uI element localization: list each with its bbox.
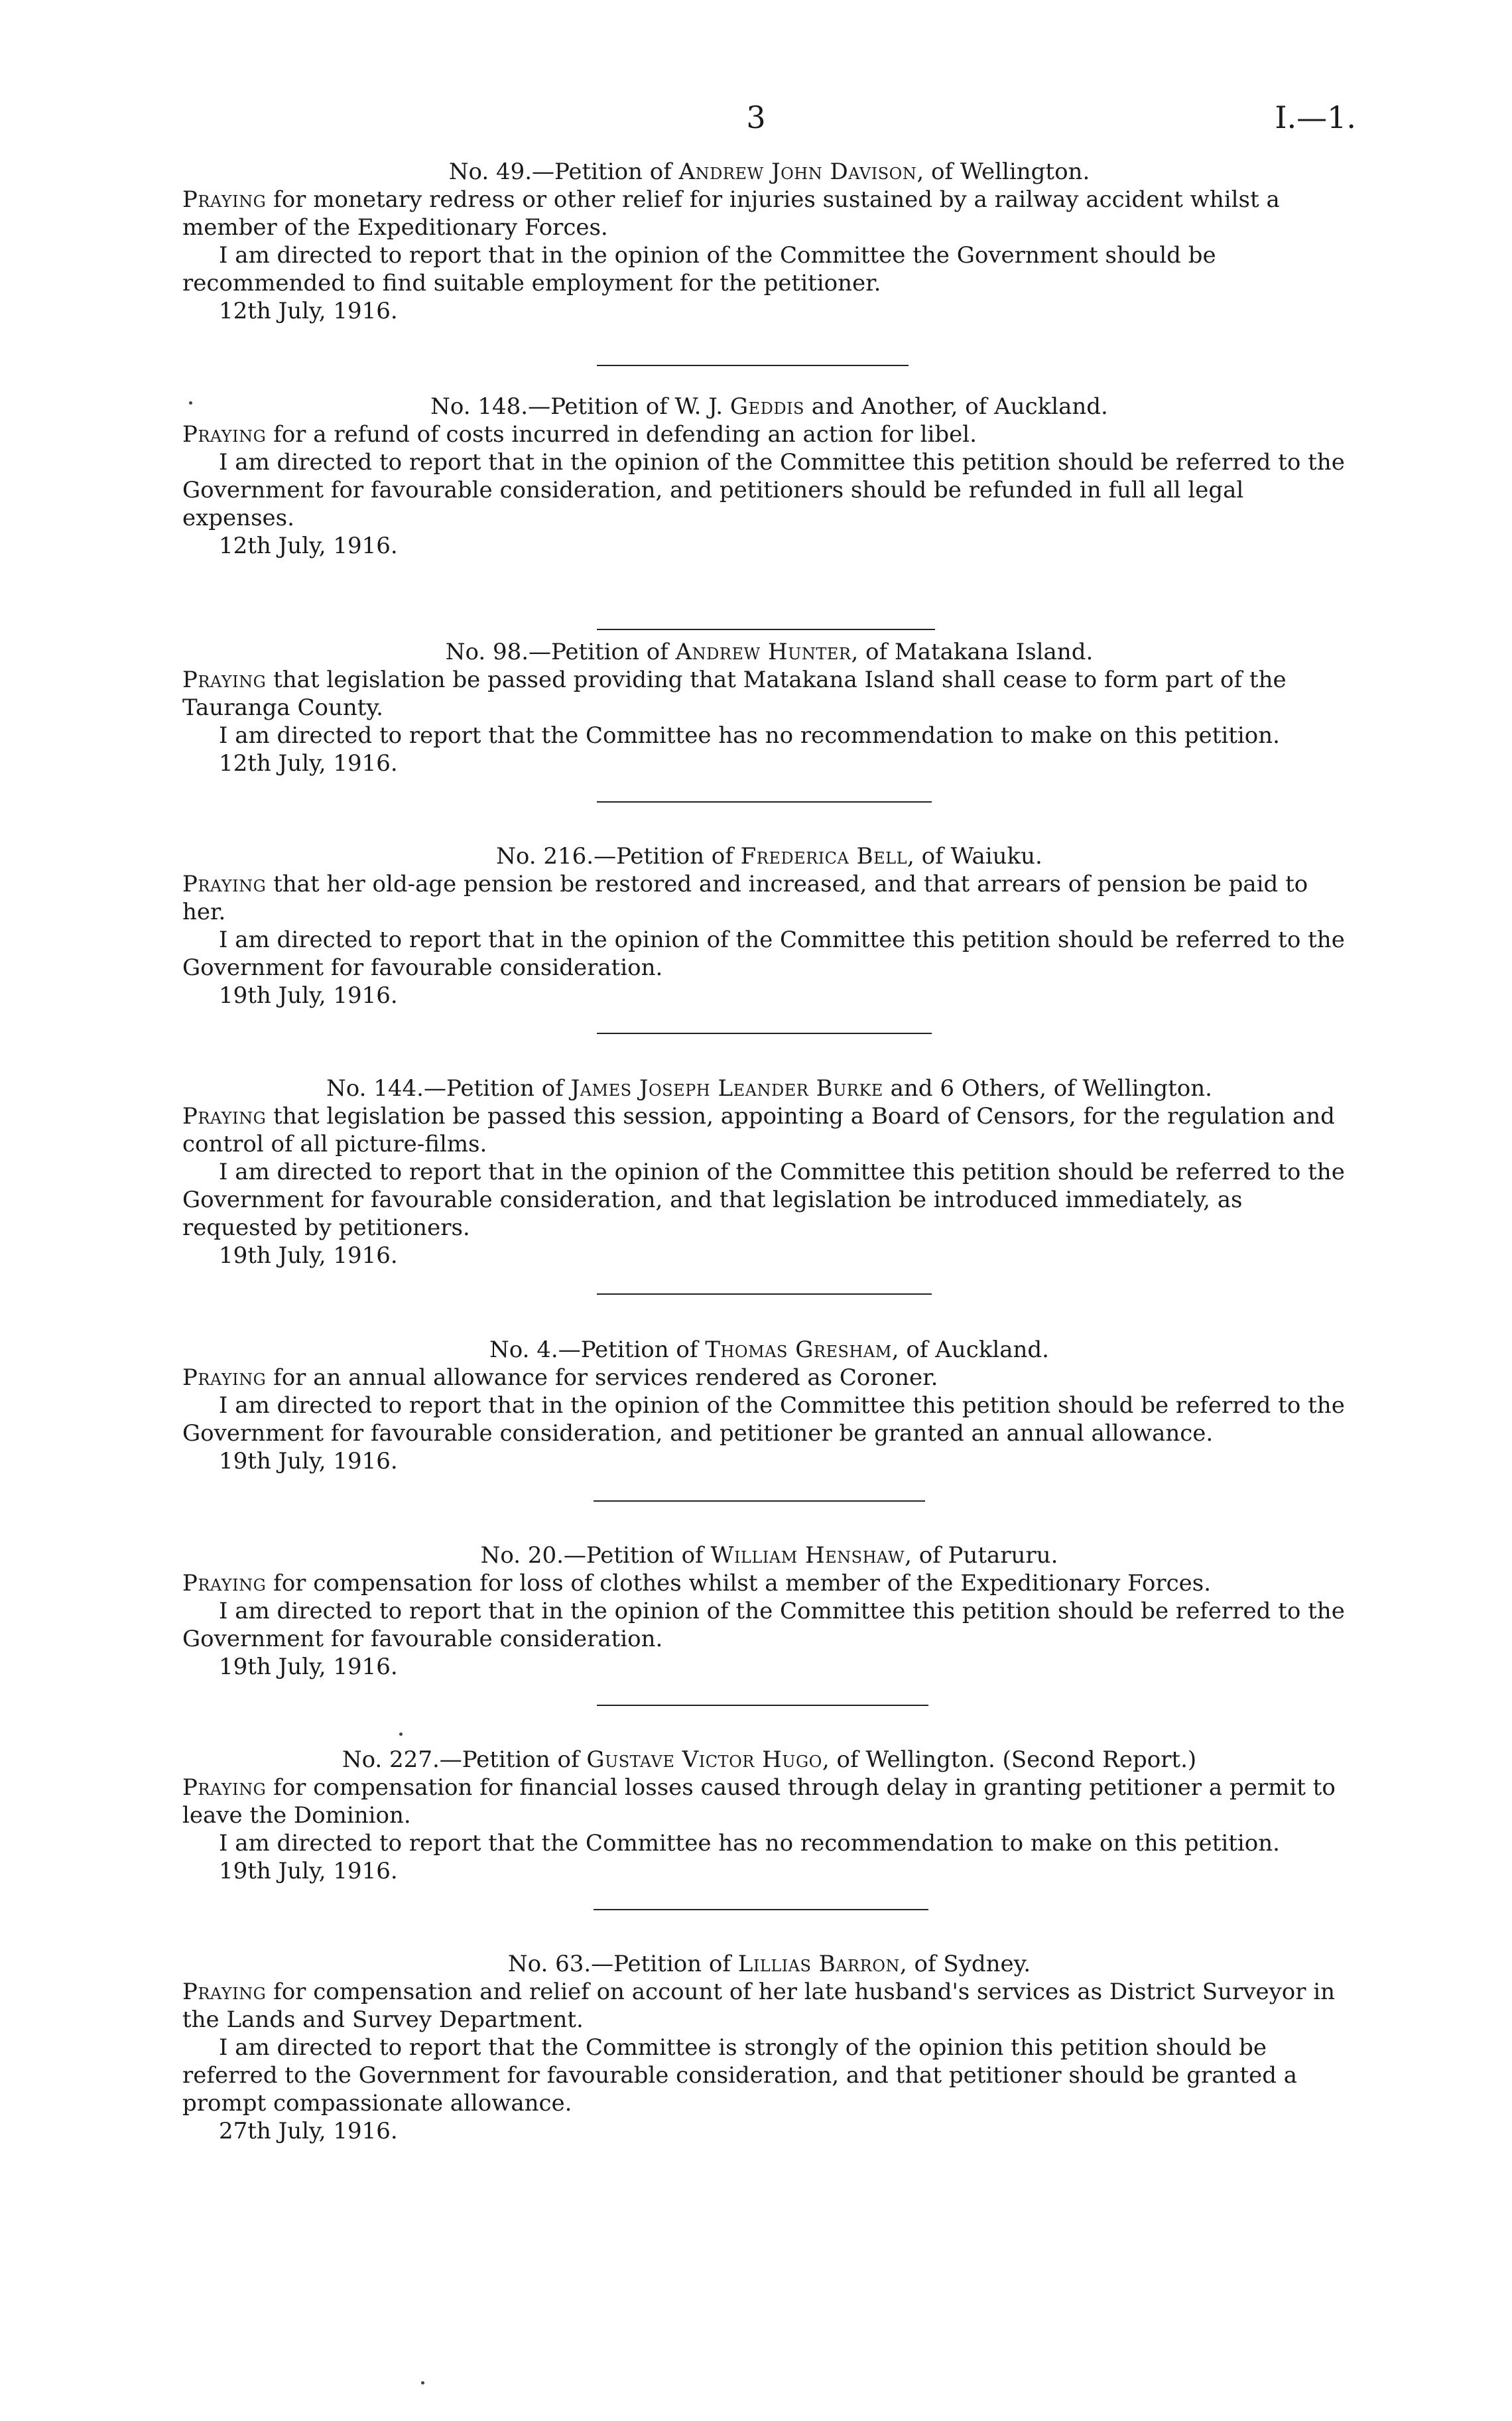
report-date: 19th July, 1916.: [219, 1654, 398, 1680]
petition-entry-20: [182, 1541, 1356, 1681]
petitioner-name: Thomas Gresham: [705, 1337, 892, 1363]
section-divider: [597, 1705, 928, 1706]
petition-entry-63: [182, 1950, 1356, 2145]
petition-prayer: Praying for compensation for financial losses caused through delay in granting petitioner a permit to leave the Dominion.: [182, 1774, 1336, 1829]
committee-report: I am directed to report that in the opinion of the Committee this petition should be referred to the Government for favourable consideration, and that legislation be introduced immediately, as requested by petitioners.: [182, 1159, 1345, 1241]
section-divider: [594, 1909, 928, 1910]
petition-entry-49: [182, 158, 1356, 325]
petition-title: No. 49.—Petition of Andrew John Davison, of Wellington.: [448, 159, 1090, 185]
print-speck: [421, 2381, 424, 2385]
petition-title: No. 148.—Petition of W. J. Geddis and Another, of Auckland.: [430, 393, 1108, 420]
petition-entry-4: [182, 1336, 1356, 1475]
petitioner-name: Andrew John Davison: [678, 159, 917, 185]
section-divider: [597, 629, 935, 630]
section-divider: [597, 801, 932, 803]
report-date: 19th July, 1916.: [219, 982, 398, 1009]
document-reference: I.—1.: [1275, 99, 1356, 135]
petition-title: No. 20.—Petition of William Henshaw, of Putaruru.: [480, 1542, 1058, 1569]
report-date: 19th July, 1916.: [219, 1242, 398, 1269]
committee-report: I am directed to report that in the opinion of the Committee this petition should be referred to the Government for favourable consideration.: [182, 1598, 1345, 1652]
petitioner-name: William Henshaw: [710, 1542, 905, 1569]
print-speck: [189, 401, 192, 405]
report-date: 19th July, 1916.: [219, 1858, 398, 1884]
petition-title: No. 227.—Petition of Gustave Victor Hugo, of Wellington. (Second Report.): [342, 1746, 1197, 1773]
section-divider: [597, 1033, 932, 1034]
petition-entry-144: [182, 1075, 1356, 1270]
petition-prayer: Praying that legislation be passed this session, appointing a Board of Censors, for the regulation and control of all picture-films.: [182, 1103, 1335, 1157]
petition-prayer: Praying for monetary redress or other relief for injuries sustained by a railway accident whilst a member of the Expeditionary Forces.: [182, 186, 1280, 241]
committee-report: I am directed to report that the Committee is strongly of the opinion this petition should be referred to the Government for favourable consideration, and that petitioner should be granted a prompt compassionate allowance.: [182, 2034, 1298, 2117]
report-date: 12th July, 1916.: [219, 533, 398, 559]
report-date: 12th July, 1916.: [219, 750, 398, 777]
print-speck: [399, 1733, 403, 1736]
committee-report: I am directed to report that in the opinion of the Committee this petition should be referred to the Government for favourable consideration, and petitioner be granted an annual allowance.: [182, 1392, 1345, 1447]
petition-entry-98: [182, 638, 1356, 777]
committee-report: I am directed to report that the Committee has no recommendation to make on this petition.: [219, 722, 1280, 749]
page-number: 3: [746, 99, 766, 135]
petitioner-name: Frederica Bell: [740, 843, 908, 870]
petitioner-name: James Joseph Leander Burke: [570, 1075, 883, 1102]
petitioner-name: Lillias Barron: [737, 1951, 900, 1977]
committee-report: I am directed to report that in the opinion of the Committee this petition should be referred to the Government for favourable consideration.: [182, 927, 1345, 981]
report-date: 12th July, 1916.: [219, 298, 398, 324]
petition-title: No. 4.—Petition of Thomas Gresham, of Auckland.: [489, 1337, 1049, 1363]
committee-report: I am directed to report that in the opinion of the Committee this petition should be referred to the Government for favourable consideration, and petitioners should be refunded in full all legal expenses.: [182, 449, 1345, 531]
petition-title: No. 144.—Petition of James Joseph Leander Burke and 6 Others, of Wellington.: [326, 1075, 1212, 1102]
section-divider: [597, 1293, 932, 1295]
petition-prayer: Praying that legislation be passed providing that Matakana Island shall cease to form part of the Tauranga County.: [182, 667, 1287, 721]
petition-prayer: Praying for compensation for loss of clothes whilst a member of the Expeditionary Forces.: [182, 1570, 1212, 1597]
petition-prayer: Praying for an annual allowance for services rendered as Coroner.: [182, 1364, 938, 1391]
petition-title: No. 98.—Petition of Andrew Hunter, of Matakana Island.: [445, 639, 1094, 665]
petition-entry-216: [182, 842, 1356, 1010]
report-date: 27th July, 1916.: [219, 2118, 398, 2144]
petition-prayer: Praying that her old-age pension be restored and increased, and that arrears of pension be paid to her.: [182, 871, 1308, 925]
committee-report: I am directed to report that the Committee has no recommendation to make on this petition.: [219, 1830, 1280, 1857]
petitioner-name: Geddis: [729, 393, 804, 420]
petition-title: No. 63.—Petition of Lillias Barron, of Sydney.: [507, 1951, 1031, 1977]
section-divider: [594, 1500, 925, 1502]
petitioner-name: Andrew Hunter: [675, 639, 851, 665]
report-date: 19th July, 1916.: [219, 1448, 398, 1474]
petition-title: No. 216.—Petition of Frederica Bell, of Waiuku.: [496, 843, 1042, 870]
petitioner-name: Gustave Victor Hugo: [586, 1746, 822, 1773]
petition-entry-227: [182, 1746, 1356, 1885]
section-divider: [597, 365, 909, 366]
petition-prayer: Praying for compensation and relief on account of her late husband's services as District Surveyor in the Lands and Survey Department.: [182, 1979, 1336, 2033]
petition-entry-148: [182, 393, 1356, 560]
petition-prayer: Praying for a refund of costs incurred in defending an action for libel.: [182, 421, 977, 448]
committee-report: I am directed to report that in the opinion of the Committee the Government should be recommended to find suitable employment for the petitioner.: [182, 242, 1216, 296]
